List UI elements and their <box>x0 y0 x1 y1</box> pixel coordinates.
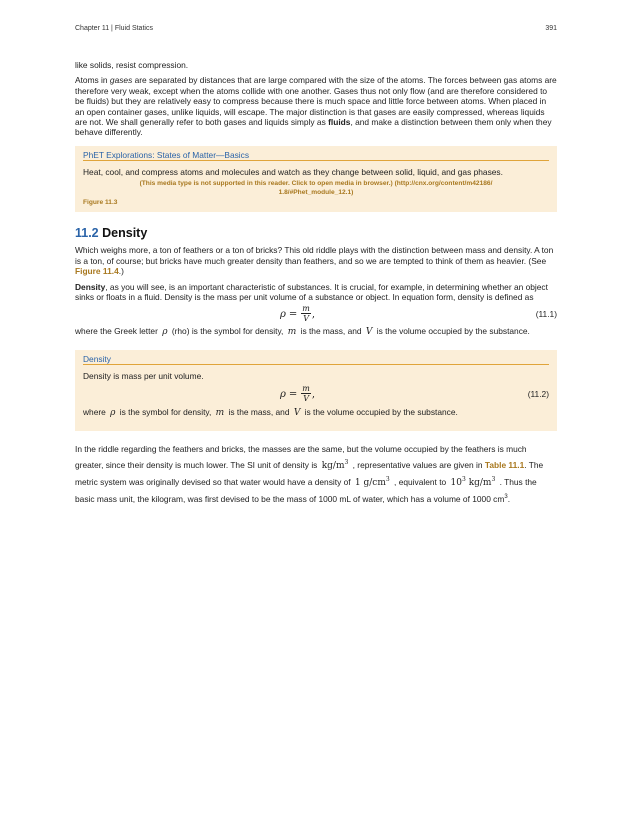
final-exp: 3 <box>504 493 508 500</box>
equation-11-1 <box>75 304 557 324</box>
fluids-term: fluids <box>328 117 351 128</box>
density-equation <box>280 304 315 324</box>
eq2-rho: ρ <box>280 388 286 400</box>
section-number: 11.2 <box>75 226 99 241</box>
running-head <box>75 25 557 32</box>
val2-unit: kg/m <box>468 477 492 488</box>
water-density-cgs <box>353 475 392 488</box>
section-title: Density <box>102 226 148 241</box>
box-var-rho: ρ <box>110 408 116 419</box>
riddle-text-a: Which weighs more, a ton of feathers or a ton of bricks? This old riddle plays with the distinction between mass and density. A ton is a ton, of course; but bricks have much greater density than feathers, and so we are tempted to think of them as heavier. (See <box>75 245 554 266</box>
main-content <box>75 60 557 507</box>
phet-description: Heat, cool, and compress atoms and molecules and watch as they change between solid, liquid, and gas phases. <box>83 166 503 177</box>
where-text-c: is the mass, and <box>300 326 362 337</box>
si-unit-exp: 3 <box>344 458 349 466</box>
val2-base: 10 <box>450 477 462 488</box>
eq2-fraction <box>301 385 311 403</box>
val2-exp: 3 <box>461 475 466 483</box>
where-text-a: where the Greek letter <box>75 326 158 337</box>
box-where-c: is the mass, and <box>228 407 290 418</box>
table-11-1-link[interactable]: Table 11.1 <box>484 459 525 470</box>
where-text-d: is the volume occupied by the substance. <box>376 326 530 337</box>
si-unit-base: kg/m <box>321 460 345 471</box>
equation-11-2 <box>83 384 549 404</box>
phet-box <box>75 146 557 213</box>
val2-unit-exp: 3 <box>491 475 496 483</box>
box-var-m: m <box>215 408 225 419</box>
media-note-line-1[interactable]: (This media type is not supported in this reader. Click to open media in browser.) (http://cnx.org/content/m42186/ <box>139 180 493 188</box>
final-paragraph <box>75 441 557 507</box>
eq-denominator: V <box>303 314 309 324</box>
gases-text-b: are separated by distances that are large compared with the size of the atoms. The forces between gas atoms are therefore very weak, except when the atoms collide with one another. Gases thus not only flow (and are therefore considered to be fluids) but they are relatively easy to compress because there is much space and little force between atoms. When placed in an open container gases, unlike liquids, will escape. The major distinction is that gases are easily compressed, whereas liquids are not. We shall generally refer to both gases and liquids simply as <box>75 75 557 128</box>
intro-line: like solids, resist compression. <box>75 60 189 70</box>
final-paragraph-wrap <box>75 441 557 507</box>
riddle-text-b: .) <box>118 266 124 277</box>
final-text-b: , representative values are given in <box>352 459 483 470</box>
phet-box-title: PhET Explorations: States of Matter—Basics <box>83 150 549 161</box>
density-term: Density <box>75 281 106 292</box>
gases-text-a: Atoms in <box>75 75 110 86</box>
where-text-b: (rho) is the symbol for density, <box>171 326 284 337</box>
eq2-equals: = <box>288 388 298 400</box>
density-box-where <box>83 407 549 418</box>
eq-comma: , <box>311 308 316 320</box>
figure-label: Figure 11.3 <box>83 199 118 207</box>
figure-11-4-link[interactable]: Figure 11.4 <box>75 266 119 277</box>
var-m: m <box>287 327 297 338</box>
eq-rho: ρ <box>280 308 286 320</box>
box-where-a: where <box>83 407 106 418</box>
chapter-title: Chapter 11 | Fluid Statics <box>75 25 153 32</box>
gases-term: gases <box>109 75 133 86</box>
eq2-denominator: V <box>303 394 309 404</box>
var-rho: ρ <box>162 327 168 338</box>
where-paragraph <box>75 326 557 337</box>
var-v: V <box>365 327 373 338</box>
density-box-equation <box>280 384 315 404</box>
gases-paragraph <box>75 75 557 137</box>
eq-numerator: m <box>302 304 310 314</box>
density-box-title: Density <box>83 354 549 365</box>
eq-fraction <box>301 305 311 323</box>
eq2-numerator: m <box>302 384 310 394</box>
media-note-line-2[interactable]: 1.8/#Phet_module_12.1) <box>278 188 354 196</box>
final-text-f: . <box>507 493 511 504</box>
section-heading <box>75 226 557 240</box>
final-text-c: . The metric system was originally devised so that water would have a density of <box>75 459 544 487</box>
density-text: , as you will see, is an important characteristic of substances. It is crucial, for example, in determining whether an object sinks or floats in a fluid. Density is the mass per unit volume of a substance or object. In equation form, density is defined as <box>75 281 548 303</box>
equation-number: (11.1) <box>535 309 557 320</box>
density-box <box>75 350 557 431</box>
gases-text-c: , and make a distinction between them only when they behave differently. <box>75 117 552 138</box>
density-paragraph <box>75 282 557 303</box>
riddle-paragraph <box>75 245 557 276</box>
final-text-a: In the riddle regarding the feathers and bricks, the masses are the same, but the volume occupied by the feathers is much greater, since their density is much lower. The SI unit of density is <box>75 443 527 470</box>
box-var-v: V <box>293 408 301 419</box>
box-where-b: is the symbol for density, <box>119 407 212 418</box>
page-number: 391 <box>545 25 557 32</box>
density-definition: Density is mass per unit volume. <box>83 370 204 381</box>
eq2-comma: , <box>311 388 316 400</box>
eq-equals: = <box>288 308 298 320</box>
si-unit <box>320 458 351 471</box>
box-where-d: is the volume occupied by the substance. <box>304 407 458 418</box>
water-density-si <box>449 475 498 488</box>
val1-num: 1 <box>354 477 361 488</box>
val1-exp: 3 <box>385 475 390 483</box>
equation-number-2: (11.2) <box>527 389 549 400</box>
final-text-e: . Thus the basic mass unit, the kilogram, was first devised to be the mass of 1000 mL of water, which has a volume of 1000 cm <box>75 476 537 504</box>
media-note[interactable] <box>83 180 549 197</box>
final-text-d: , equivalent to <box>394 476 447 487</box>
val1-unit: g/cm <box>363 477 386 488</box>
